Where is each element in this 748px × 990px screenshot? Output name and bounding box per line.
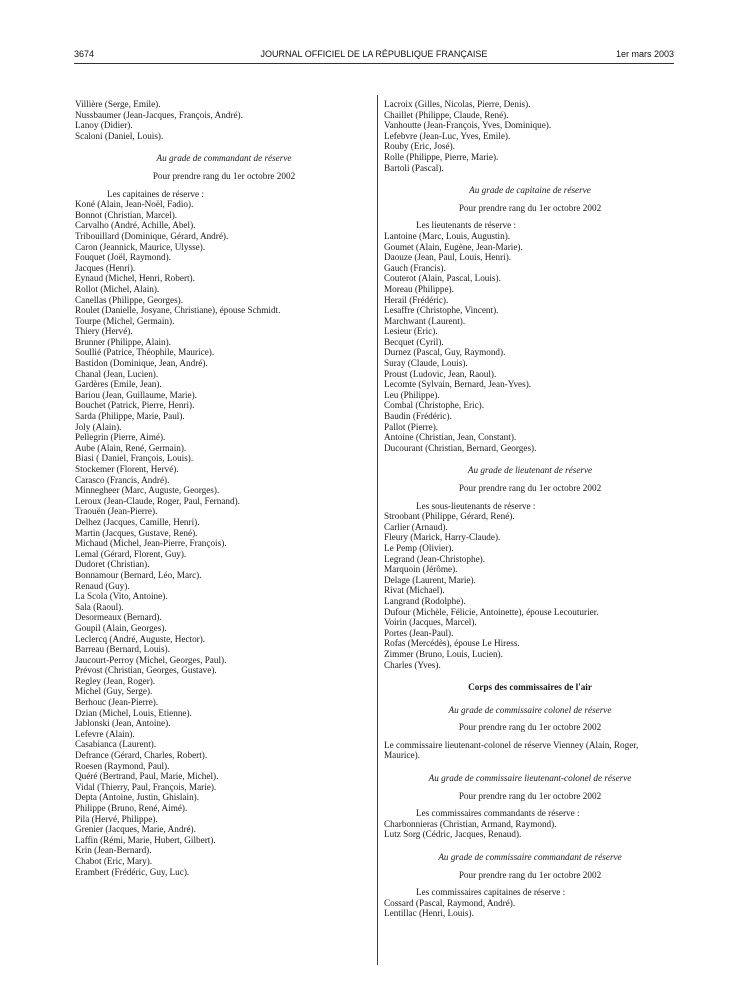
list-item: Rofas (Mercédès), épouse Le Hiress. [384,638,520,649]
list-item: Marchwant (Laurent). [384,315,466,326]
section-gap [384,761,676,773]
list-item: Pellegrin (Pierre, Aimé). [75,432,166,443]
list-item: Scaloni (Daniel, Louis). [75,130,164,141]
list-item: Fleury (Marick, Harry-Claude). [384,532,501,543]
line-gap [75,164,373,171]
list-item: Lanoy (Didier). [75,120,133,131]
journal-title: JOURNAL OFFICIEL DE LA RÉPUBLIQUE FRANÇAISE [260,49,488,59]
line-gap [75,182,373,189]
list-item: Baudin (Frédéric). [384,411,452,422]
list-item: Lefevre (Alain). [75,728,135,739]
section-gap [384,173,676,185]
list-item: Depta (Antoine, Justin, Ghislain). [75,792,200,803]
list-item: Traouën (Jean-Pierre). [75,506,158,517]
list-item: Lantoine (Marc, Louis, Augustin). [384,230,511,241]
list-item: Lesieur (Eric). [384,326,438,337]
list-item: Michaud (Michel, Jean-Pierre, François). [75,538,227,549]
grade-heading: Au grade de capitaine de réserve [469,185,591,196]
list-item: Voirin (Jacques, Marcel). [384,617,477,628]
list-item: Pallot (Pierre). [384,421,439,432]
section-gap [75,141,373,153]
list-item: Chaillet (Philippe, Claude, René). [384,109,509,120]
line-gap [384,880,676,887]
right-column [384,99,676,919]
list-item: Rolle (Philippe, Pierre, Marie). [384,151,499,162]
section-gap [384,453,676,465]
list-item: Lefebvre (Jean-Luc, Yves, Emile). [384,130,511,141]
list-item: Lesaffre (Christophe, Vincent). [384,305,499,316]
list-item: Goumet (Alain, Eugène, Jean-Marie). [384,241,523,252]
list-item: Cossard (Pascal, Raymond, André). [384,897,516,908]
list-item: Rivat (Michael). [384,585,445,596]
list-item: Regley (Jean, Roger). [75,675,156,686]
list-item: Sarda (Philippe, Marie, Paul). [75,411,185,422]
list-item: Bartoli (Pascal). [384,162,444,173]
list-item: Durnez (Pascal, Guy, Raymond). [384,347,506,358]
list-item: Dudoret (Christian). [75,559,150,570]
line-gap [384,863,676,870]
rang-date: Pour prendre rang du 1er octobre 2002 [458,202,602,213]
list-item: Roulet (Danielle, Josyane, Christiane), épouse Schmidt. [75,305,281,316]
corps-heading: Corps des commissaires de l'air [468,682,592,693]
list-item: Berhouc (Jean-Pierre). [75,697,159,708]
line-gap [384,494,676,501]
list-item: Minnegheer (Marc, Auguste, Georges). [75,485,220,496]
list-item: Bouchet (Patrick, Pierre, Henri). [75,400,195,411]
rang-date: Pour prendre rang du 1er octobre 2002 [458,790,602,801]
list-item: Roesen (Raymond, Paul). [75,760,170,771]
list-item: La Scola (Vito, Antoine). [75,591,168,602]
rang-date: Pour prendre rang du 1er octobre 2002 [458,869,602,880]
page-number: 3674 [74,49,95,59]
list-item: Bonnamour (Bernard, Léo, Marc). [75,569,202,580]
list-item: Leu (Philippe). [384,389,440,400]
list-item: Biasi ( Daniel, François, Louis). [75,453,194,464]
list-item: Marquoin (Jérôme). [384,564,458,575]
list-item: Casabianca (Laurent). [75,739,157,750]
list-item: Quéré (Bertrand, Paul, Marie, Michel). [75,771,219,782]
list-item: Eynaud (Michel, Henri, Robert). [75,273,195,284]
list-item: Bonnot (Christian, Marcel). [75,209,178,220]
list-item: Jacques (Henri). [75,262,136,273]
list-item: Daouze (Jean, Paul, Louis, Henri). [384,252,512,263]
list-item: Erambert (Frédéric, Guy, Luc). [75,866,190,877]
list-item: Martin (Jacques, Gustave, René). [75,527,198,538]
list-item: Couterot (Alain, Pascal, Louis). [384,273,501,284]
list-item: Canellas (Philippe, Georges). [75,294,184,305]
list-item: Charles (Yves). [384,659,441,670]
list-item: Caron (Jeannick, Maurice, Ulysse). [75,241,206,252]
line-gap [384,476,676,483]
section-gap [384,693,676,705]
list-item: Sala (Raoul). [75,601,124,612]
list-item: Brunner (Philippe, Alain). [75,336,171,347]
grade-heading: Au grade de commissaire commandant de réserve [438,852,622,863]
rang-date: Pour prendre rang du 1er octobre 2002 [458,483,602,493]
list-item: Jablonski (Jean, Antoine). [75,718,171,729]
subheading: Les commissaires capitaines de réserve : [416,887,566,898]
list-item: Combal (Christophe, Eric). [384,400,485,411]
grade-heading: Au grade de commissaire lieutenant-colonel de réserve [428,773,632,784]
list-item: Joly (Alain). [75,421,122,432]
list-item: Defrance (Gérard, Charles, Robert). [75,750,208,761]
list-item: Nussbaumer (Jean-Jacques, François, André). [75,109,243,120]
list-item: Renaud (Guy). [75,580,130,591]
header-rule [74,63,674,64]
list-item: Leclercq (André, Auguste, Hector). [75,633,206,644]
list-item: Moreau (Philippe). [384,283,454,294]
list-item: Stockemer (Florent, Hervé). [75,464,179,474]
list-item: Lecomte (Sylvain, Bernard, Jean-Yves). [384,379,532,390]
grade-heading: Au grade de commissaire colonel de réserve [448,704,612,715]
issue-date: 1er mars 2003 [615,49,674,59]
list-item: Thiery (Hervé). [75,326,133,337]
list-item: Rollot (Michel, Alain). [75,283,160,294]
grade-heading: Au grade de lieutenant de réserve [467,465,593,476]
line-gap [384,733,676,740]
list-item: Dzian (Michel, Louis, Etienne). [75,707,192,718]
list-item: Langrand (Rodolphe). [384,595,466,606]
list-item: Chanal (Jean, Lucien). [75,368,159,379]
list-item: Laffin (Rémi, Marie, Hubert, Gilbert). [75,834,216,845]
list-item: Goupil (Alain, Georges). [75,622,167,633]
list-item: Lacroix (Gilles, Nicolas, Pierre, Denis). [384,99,531,109]
section-gap [384,670,676,682]
list-item: Dufour (Michèle, Félicie, Antoinette), épouse Lecouturier. [384,606,599,617]
list-item: Tribouillard (Dominique, Gérard, André). [75,230,229,241]
list-item: Delage (Laurent, Marie). [384,574,476,585]
list-item: Legrand (Jean-Christophe). [384,553,486,564]
list-item: Rouby (Eric, José). [384,141,455,152]
paragraph: Le commissaire lieutenant-colonel de réserve Vienney (Alain, Roger, Maurice). [384,739,639,761]
line-gap [384,196,676,203]
section-gap [384,840,676,852]
left-column [75,99,373,877]
list-item: Le Pemp (Olivier). [384,542,454,553]
list-item: Charbonnieras (Christian, Armand, Raymond). [384,818,557,829]
list-item: Suray (Claude, Louis). [384,358,468,369]
list-item: Becquet (Cyril). [384,336,444,347]
subheading: Les sous-lieutenants de réserve : [416,500,536,511]
list-item: Carlier (Arnaud). [384,521,448,532]
list-item: Gauch (Francis). [384,262,446,273]
list-item: Villière (Serge, Emile). [75,99,161,109]
list-item: Carasco (Francis, André). [75,474,170,485]
list-item: Desormeaux (Bernard). [75,612,162,623]
list-item: Proust (Ludovic, Jean, Raoul). [384,368,497,379]
list-item: Carvalho (André, Achille, Abel). [75,220,196,231]
list-item: Krin (Jean-Bernard). [75,845,152,856]
list-item: Lemal (Gérard, Florent, Guy). [75,548,187,559]
rang-date: Pour prendre rang du 1er octobre 2002 [458,722,602,733]
list-item: Aube (Alain, René, Germain). [75,442,187,453]
subheading: Les commissaires commandants de réserve : [416,808,580,819]
list-item: Ducourant (Christian, Bernard, Georges). [384,442,537,453]
page-header [74,49,674,63]
list-item: Portes (Jean-Paul). [384,627,454,638]
line-gap [384,784,676,791]
list-item: Herail (Frédéric). [384,294,449,305]
list-item: Barreau (Bernard, Louis). [75,644,170,655]
list-item: Koné (Alain, Jean-Noël, Fadio). [75,199,194,210]
list-item: Delhez (Jacques, Camille, Henri). [75,516,200,527]
grade-heading: Au grade de commandant de réserve [156,153,292,164]
list-item: Prévost (Christian, Georges, Gustave). [75,665,217,676]
list-item: Leroux (Jean-Claude, Roger, Paul, Fernand). [75,495,240,506]
list-item: Lutz Sorg (Cédric, Jacques, Renaud). [384,829,522,840]
list-item: Zimmer (Bruno, Louis, Lucien). [384,648,503,659]
subheading: Les lieutenants de réserve : [416,220,516,231]
list-item: Chabot (Eric, Mary). [75,855,153,866]
line-gap [384,801,676,808]
rang-date: Pour prendre rang du 1er octobre 2002 [152,170,296,181]
list-item: Fouquet (Joël, Raymond). [75,252,171,263]
list-item: Bariou (Jean, Guillaume, Marie). [75,389,197,400]
list-item: Tourpe (Michel, Germain). [75,315,175,326]
list-item: Gardères (Emile, Jean). [75,379,162,390]
list-item: Lentillac (Henri, Louis). [384,908,474,919]
list-item: Grenier (Jacques, Marie, André). [75,824,196,835]
line-gap [384,715,676,722]
subheading: Les capitaines de réserve : [107,188,204,199]
list-item: Pila (Hervé, Philippe). [75,813,158,824]
list-item: Stroobant (Philippe, Gérard, René). [384,511,515,522]
list-item: Vanhoutte (Jean-François, Yves, Dominique). [384,120,552,131]
list-item: Vidal (Thierry, Paul, François, Marie). [75,781,217,792]
column-divider [377,95,378,965]
list-item: Philippe (Bruno, René, Aimé). [75,803,188,813]
list-item: Antoine (Christian, Jean, Constant). [384,432,517,443]
line-gap [384,213,676,220]
list-item: Jaucourt-Perroy (Michel, Georges, Paul). [75,654,227,665]
list-item: Michel (Guy, Serge). [75,686,153,697]
list-item: Soullié (Patrice, Théophile, Maurice). [75,347,215,358]
list-item: Bastidon (Dominique, Jean, André). [75,358,208,369]
